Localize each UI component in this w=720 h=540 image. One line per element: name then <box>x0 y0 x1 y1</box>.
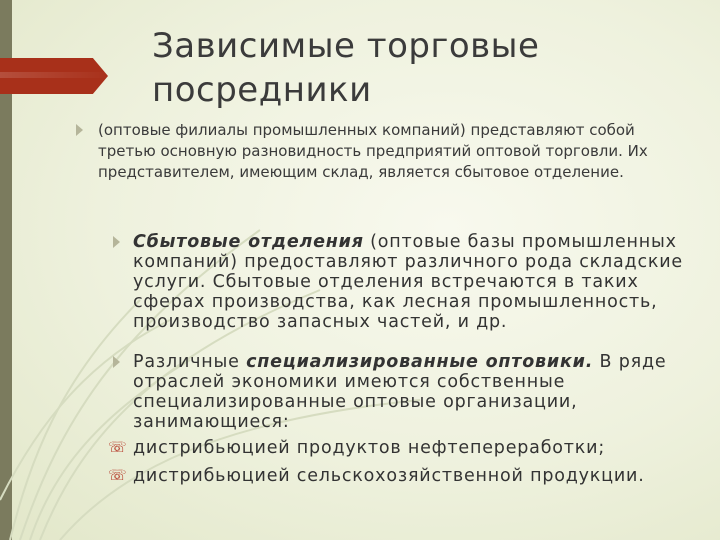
phone-bullet-icon: ☏ <box>108 438 127 456</box>
item-specialized-text: В ряде отраслей экономики имеются собственные специализированные оптовые организации, занимающиеся: <box>133 352 667 432</box>
item-specialized-title: специализированные оптовики. <box>246 352 594 372</box>
bullet-arrow-icon <box>76 124 83 136</box>
phone-bullet-icon: ☏ <box>108 466 127 484</box>
item-sales-branches <box>133 232 713 332</box>
item-specialized-wholesalers <box>133 352 713 432</box>
intro-paragraph: (оптовые филиалы промышленных компаний) представляют собой третью основную разновидность предприятий оптовой торговли. Их представителем, имеющим склад, является сбытовое отделение. <box>98 121 648 181</box>
sub-item-oil: дистрибьюцией продуктов нефтепереработки; <box>133 438 606 458</box>
sub-item-agri: дистрибьюцией сельскохозяйственной продукции. <box>133 466 645 486</box>
item-sales-branches-title: Сбытовые отделения <box>133 232 364 252</box>
title-accent-highlight <box>0 72 112 78</box>
item-sales-branches-text: (оптовые базы промышленных компаний) предоставляют различного рода складские услуги. Сбытовые отделения встречаются в таких сферах производства, как лесная промышленность, производство запасных частей, и др. <box>133 232 683 332</box>
item-specialized-prefix: Различные <box>133 352 247 372</box>
bullet-arrow-icon <box>113 356 120 368</box>
slide-title: Зависимые торговые посредники <box>152 26 540 110</box>
bullet-arrow-icon <box>113 236 120 248</box>
